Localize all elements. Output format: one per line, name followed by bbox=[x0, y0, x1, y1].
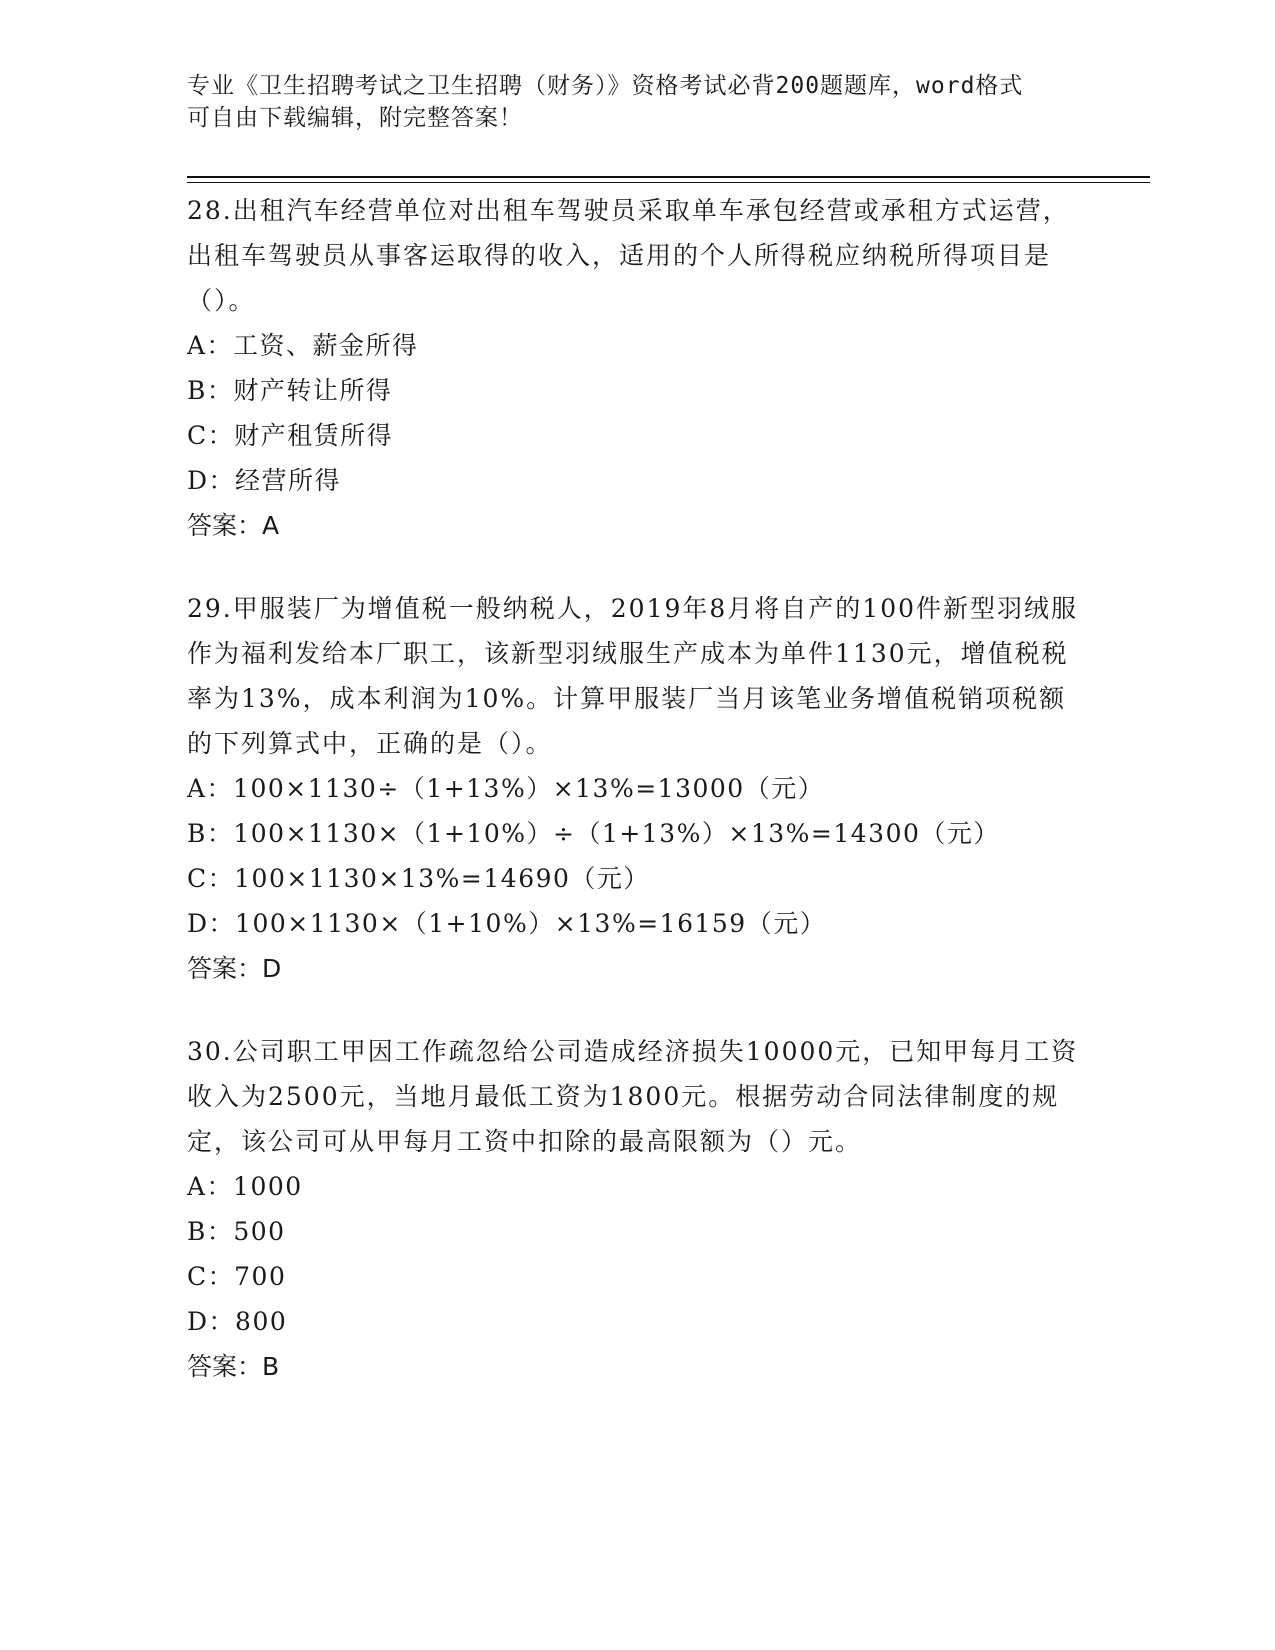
question-text: 28.出租汽车经营单位对出租车驾驶员采取单车承包经营或承租方式运营，出租车驾驶员从事客运取得的收入，适用的个人所得税应纳税所得项目是（）。 bbox=[187, 196, 1070, 315]
header-rule-thin bbox=[187, 182, 1150, 183]
answer: 答案：A bbox=[187, 511, 280, 540]
question-list bbox=[187, 188, 1087, 1389]
question-text: 30.公司职工甲因工作疏忽给公司造成经济损失10000元，已知甲每月工资收入为2500元，当地月最低工资为1800元。根据劳动合同法律制度的规定，该公司可从甲每月工资中扣除的最高限额为（）元。 bbox=[187, 1037, 1079, 1156]
answer: 答案：B bbox=[187, 1352, 280, 1381]
document-header bbox=[187, 70, 1067, 134]
option-d: D：经营所得 bbox=[187, 466, 342, 495]
option-a: A：工资、薪金所得 bbox=[187, 331, 419, 360]
question-28 bbox=[187, 188, 1087, 548]
option-a: A：100×1130÷（1+13%）×13%=13000（元） bbox=[187, 774, 825, 803]
option-c: C：财产租赁所得 bbox=[187, 421, 394, 450]
option-b: B：100×1130×（1+10%）÷（1+13%）×13%=14300（元） bbox=[187, 819, 1000, 848]
answer: 答案：D bbox=[187, 954, 282, 983]
option-b: B：500 bbox=[187, 1217, 286, 1246]
question-29 bbox=[187, 586, 1087, 991]
option-b: B：财产转让所得 bbox=[187, 376, 393, 405]
header-line-1: 专业《卫生招聘考试之卫生招聘（财务）》资格考试必背200题题库，word格式 bbox=[187, 73, 1024, 99]
option-a: A：1000 bbox=[187, 1172, 303, 1201]
option-c: C：700 bbox=[187, 1262, 287, 1291]
question-30 bbox=[187, 1029, 1087, 1389]
option-d: D：800 bbox=[187, 1307, 288, 1336]
question-text: 29.甲服装厂为增值税一般纳税人，2019年8月将自产的100件新型羽绒服作为福利发给本厂职工，该新型羽绒服生产成本为单件1130元，增值税税率为13%，成本利润为10%。计算甲服装厂当月该笔业务增值税销项税额的下列算式中，正确的是（）。 bbox=[187, 594, 1079, 758]
header-rule-thick bbox=[187, 176, 1150, 178]
option-c: C：100×1130×13%=14690（元） bbox=[187, 864, 650, 893]
option-d: D：100×1130×（1+10%）×13%=16159（元） bbox=[187, 909, 827, 938]
header-line-2: 可自由下载编辑，附完整答案！ bbox=[187, 105, 523, 131]
